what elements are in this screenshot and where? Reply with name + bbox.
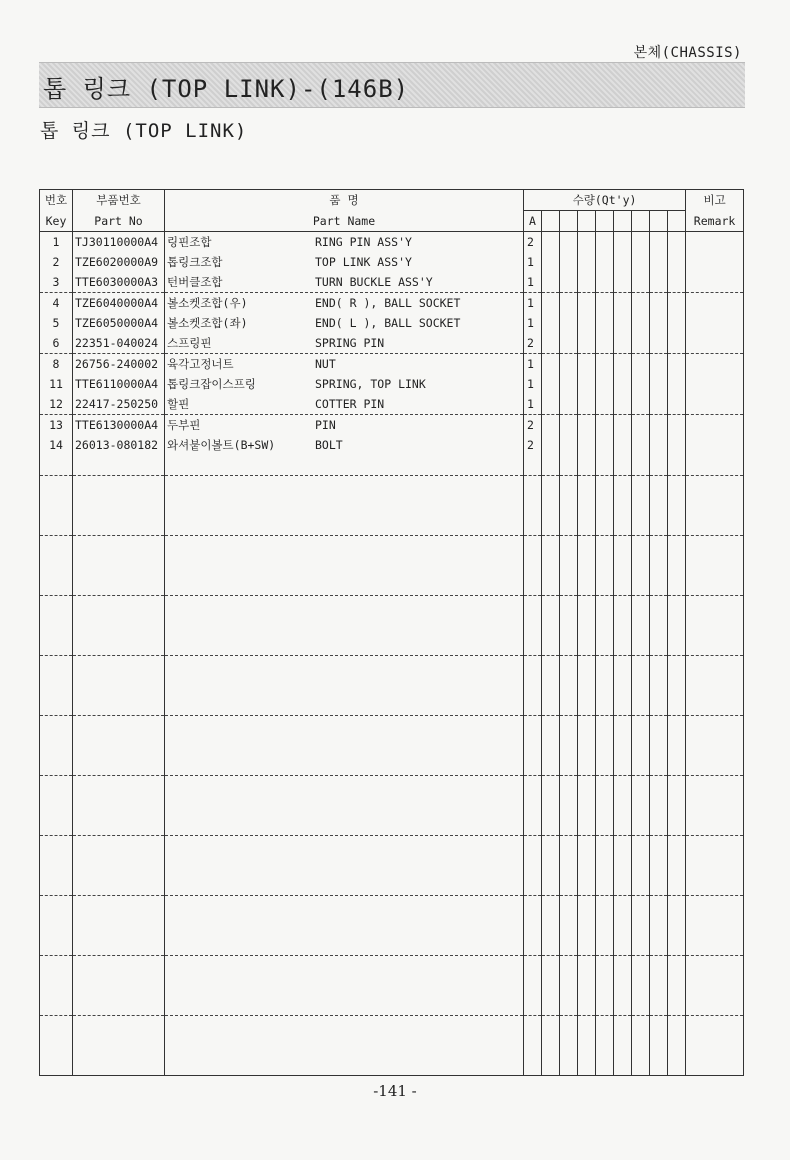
col-key-en: Key (40, 211, 73, 232)
table-row (40, 272, 744, 293)
row-key: 3 (40, 272, 73, 293)
table-row-blank (40, 536, 744, 596)
table-row (40, 313, 744, 333)
table-row-blank (40, 476, 744, 536)
row-qty: 1 (524, 293, 542, 314)
col-partno-en: Part No (73, 211, 165, 232)
page-number: -141 - (373, 1082, 417, 1100)
row-name-en: SPRING, TOP LINK (315, 377, 426, 391)
row-part-no: TZE6040000A4 (73, 293, 165, 314)
row-name-en: BOLT (315, 438, 343, 452)
row-key: 12 (40, 394, 73, 415)
row-qty: 2 (524, 435, 542, 455)
row-qty: 1 (524, 374, 542, 394)
row-name-kr: 두부핀 (167, 418, 201, 432)
row-name-en: END( R ), BALL SOCKET (315, 296, 461, 310)
row-name-kr: 육각고정너트 (167, 357, 234, 371)
row-name-en: PIN (315, 418, 336, 432)
row-name-kr: 볼소켓조합(우) (167, 296, 248, 310)
col-name-en: Part Name (165, 211, 524, 232)
table-row (40, 232, 744, 253)
table-row-spacer (40, 455, 744, 476)
row-name-en: SPRING PIN (315, 336, 385, 350)
table-row-blank (40, 776, 744, 836)
col-qty-kr: 수량(Qt'y) (524, 190, 686, 211)
table-row-blank (40, 716, 744, 776)
row-key: 2 (40, 252, 73, 272)
col-partno-kr: 부품번호 (73, 190, 165, 211)
row-key: 1 (40, 232, 73, 253)
row-part-no: 26756-240002 (73, 354, 165, 375)
row-qty: 1 (524, 252, 542, 272)
row-name-kr: 와셔붙이볼트(B+SW) (167, 438, 276, 452)
table-row-blank (40, 836, 744, 896)
page-title: 톱 링크 (TOP LINK)-(146B) (43, 75, 410, 103)
table-row-blank (40, 1016, 744, 1076)
table-row (40, 333, 744, 354)
col-key-kr: 번호 (40, 190, 73, 211)
table-row (40, 293, 744, 314)
row-name-kr: 톱링크잡이스프링 (167, 377, 256, 391)
col-name-kr: 품 명 (165, 190, 524, 211)
col-remark-kr: 비고 (686, 190, 744, 211)
parts-table (39, 189, 744, 1076)
row-qty: 1 (524, 394, 542, 415)
row-qty: 1 (524, 354, 542, 375)
row-part-no: 26013-080182 (73, 435, 165, 455)
table-row (40, 354, 744, 375)
row-key: 8 (40, 354, 73, 375)
title-banner (39, 62, 745, 108)
col-remark-en: Remark (686, 211, 744, 232)
row-part-no: TZE6050000A4 (73, 313, 165, 333)
table-row-blank (40, 896, 744, 956)
row-name-kr: 할핀 (167, 397, 190, 411)
row-qty: 1 (524, 313, 542, 333)
table-row-blank (40, 596, 744, 656)
row-name-kr: 턴버클조합 (167, 275, 223, 289)
row-key: 6 (40, 333, 73, 354)
col-qty-a: A (524, 211, 542, 232)
row-name-en: COTTER PIN (315, 397, 385, 411)
row-part-no: TTE6130000A4 (73, 415, 165, 436)
row-name-en: TURN BUCKLE ASS'Y (315, 275, 433, 289)
row-name-kr: 볼소켓조합(좌) (167, 316, 248, 330)
row-name-kr: 톱링크조합 (167, 255, 223, 269)
table-row-blank (40, 956, 744, 1016)
row-name-en: RING PIN ASS'Y (315, 235, 412, 249)
row-part-no: TTE6030000A3 (73, 272, 165, 293)
table-row-blank (40, 656, 744, 716)
row-name-en: NUT (315, 357, 336, 371)
row-part-no: 22351-040024 (73, 333, 165, 354)
row-qty: 2 (524, 415, 542, 436)
table-row (40, 374, 744, 394)
row-qty: 2 (524, 333, 542, 354)
subtitle: 톱 링크 (TOP LINK) (40, 120, 248, 142)
row-part-no: 22417-250250 (73, 394, 165, 415)
table-row (40, 394, 744, 415)
row-part-no: TTE6110000A4 (73, 374, 165, 394)
table-row (40, 435, 744, 455)
row-key: 4 (40, 293, 73, 314)
row-qty: 2 (524, 232, 542, 253)
row-key: 11 (40, 374, 73, 394)
row-part-no: TJ30110000A4 (73, 232, 165, 253)
row-name-en: END( L ), BALL SOCKET (315, 316, 461, 330)
section-label: 본체(CHASSIS) (633, 45, 742, 61)
table-row (40, 252, 744, 272)
row-key: 14 (40, 435, 73, 455)
row-name-en: TOP LINK ASS'Y (315, 255, 412, 269)
row-key: 5 (40, 313, 73, 333)
row-name-kr: 스프링핀 (167, 336, 212, 350)
row-name-kr: 링핀조합 (167, 235, 212, 249)
row-key: 13 (40, 415, 73, 436)
row-qty: 1 (524, 272, 542, 293)
table-row (40, 415, 744, 436)
row-part-no: TZE6020000A9 (73, 252, 165, 272)
